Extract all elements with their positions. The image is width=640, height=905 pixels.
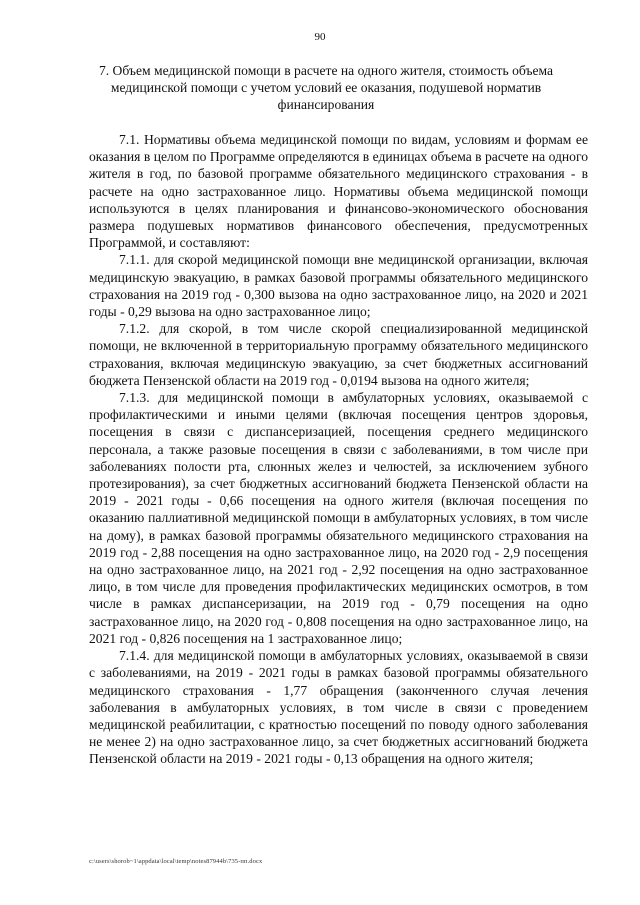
paragraph-7-1-4: 7.1.4. для медицинской помощи в амбулаторных условиях, оказываемой в связи с заболеваниями, на 2019 - 2021 годы в рамках базовой программы обязательного медицинского страхования - 1,77 обращения (законченного случая лечения заболевания в амбулаторных условиях, в том числе в связи с проведением медицинской реабилитации, с кратностью посещений по поводу одного заболевания не менее 2) на одно застрахованное лицо, за счет бюджетных ассигнований бюджета Пензенской области на 2019 - 2021 годы - 0,13 обращения на одного жителя; <box>89 648 588 767</box>
paragraph-7-1-2: 7.1.2. для скорой, в том числе скорой специализированной медицинской помощи, не включенной в территориальную программу обязательного медицинского страхования, включая медицинскую эвакуацию, за счет бюджетных ассигнований бюджета Пензенской области на 2019 год - 0,0194 вызова на одного жителя; <box>89 321 588 388</box>
footer-file-path: c:\users\shorob~1\appdata\local\temp\notes87944b\735-пп.docx <box>89 858 263 865</box>
document-body <box>89 131 588 768</box>
page-number: 90 <box>314 31 326 43</box>
paragraph-7-1-3: 7.1.3. для медицинской помощи в амбулаторных условиях, оказываемой с профилактическими и иными целями (включая посещения центров здоровья, посещения в связи с диспансеризацией, посещения среднего медицинского персонала, а также разовые посещения в связи с заболеваниями, в том числе при заболеваниях полости рта, слюнных желез и челюстей, за исключением зубного протезирования), за счет бюджетных ассигнований бюджета Пензенской области на 2019 - 2021 годы - 0,66 посещения на одного жителя (включая посещения по оказанию паллиативной медицинской помощи в амбулаторных условиях, в том числе на дому), в рамках базовой программы обязательного медицинского страхования на 2019 год - 2,88 посещения на одно застрахованное лицо, на 2020 год - 2,9 посещения на одно застрахованное лицо, на 2021 год - 2,92 посещения на одно застрахованное лицо, в том числе для проведения профилактических медицинских осмотров, в том числе в рамках диспансеризации, на 2019 год - 0,79 посещения на одно застрахованное лицо, на 2020 год - 0,808 посещения на одно застрахованное лицо, на 2021 год - 0,826 посещения на 1 застрахованное лицо; <box>89 390 588 646</box>
paragraph-7-1-1: 7.1.1. для скорой медицинской помощи вне медицинской организации, включая медицинскую эвакуацию, в рамках базовой программы обязательного медицинского страхования на 2019 год - 0,300 вызова на одно застрахованное лицо, на 2020 и 2021 годы - 0,29 вызова на одно застрахованное лицо; <box>89 252 588 320</box>
section-heading: 7. Объем медицинской помощи в расчете на одного жителя, стоимость объема медицинской помощи с учетом условий ее оказания, подушевой норматив финансирования <box>98 63 554 112</box>
paragraph-7-1: 7.1. Нормативы объема медицинской помощи по видам, условиям и формам ее оказания в целом по Программе определяются в единицах объема в расчете на одного жителя в год, по базовой программе обязательного медицинского страхования - в расчете на одно застрахованное лицо. Нормативы объема медицинской помощи используются в целях планирования и финансово-экономического обоснования размера подушевых нормативов финансового обеспечения, предусмотренных Программой, и составляют: <box>89 132 588 251</box>
